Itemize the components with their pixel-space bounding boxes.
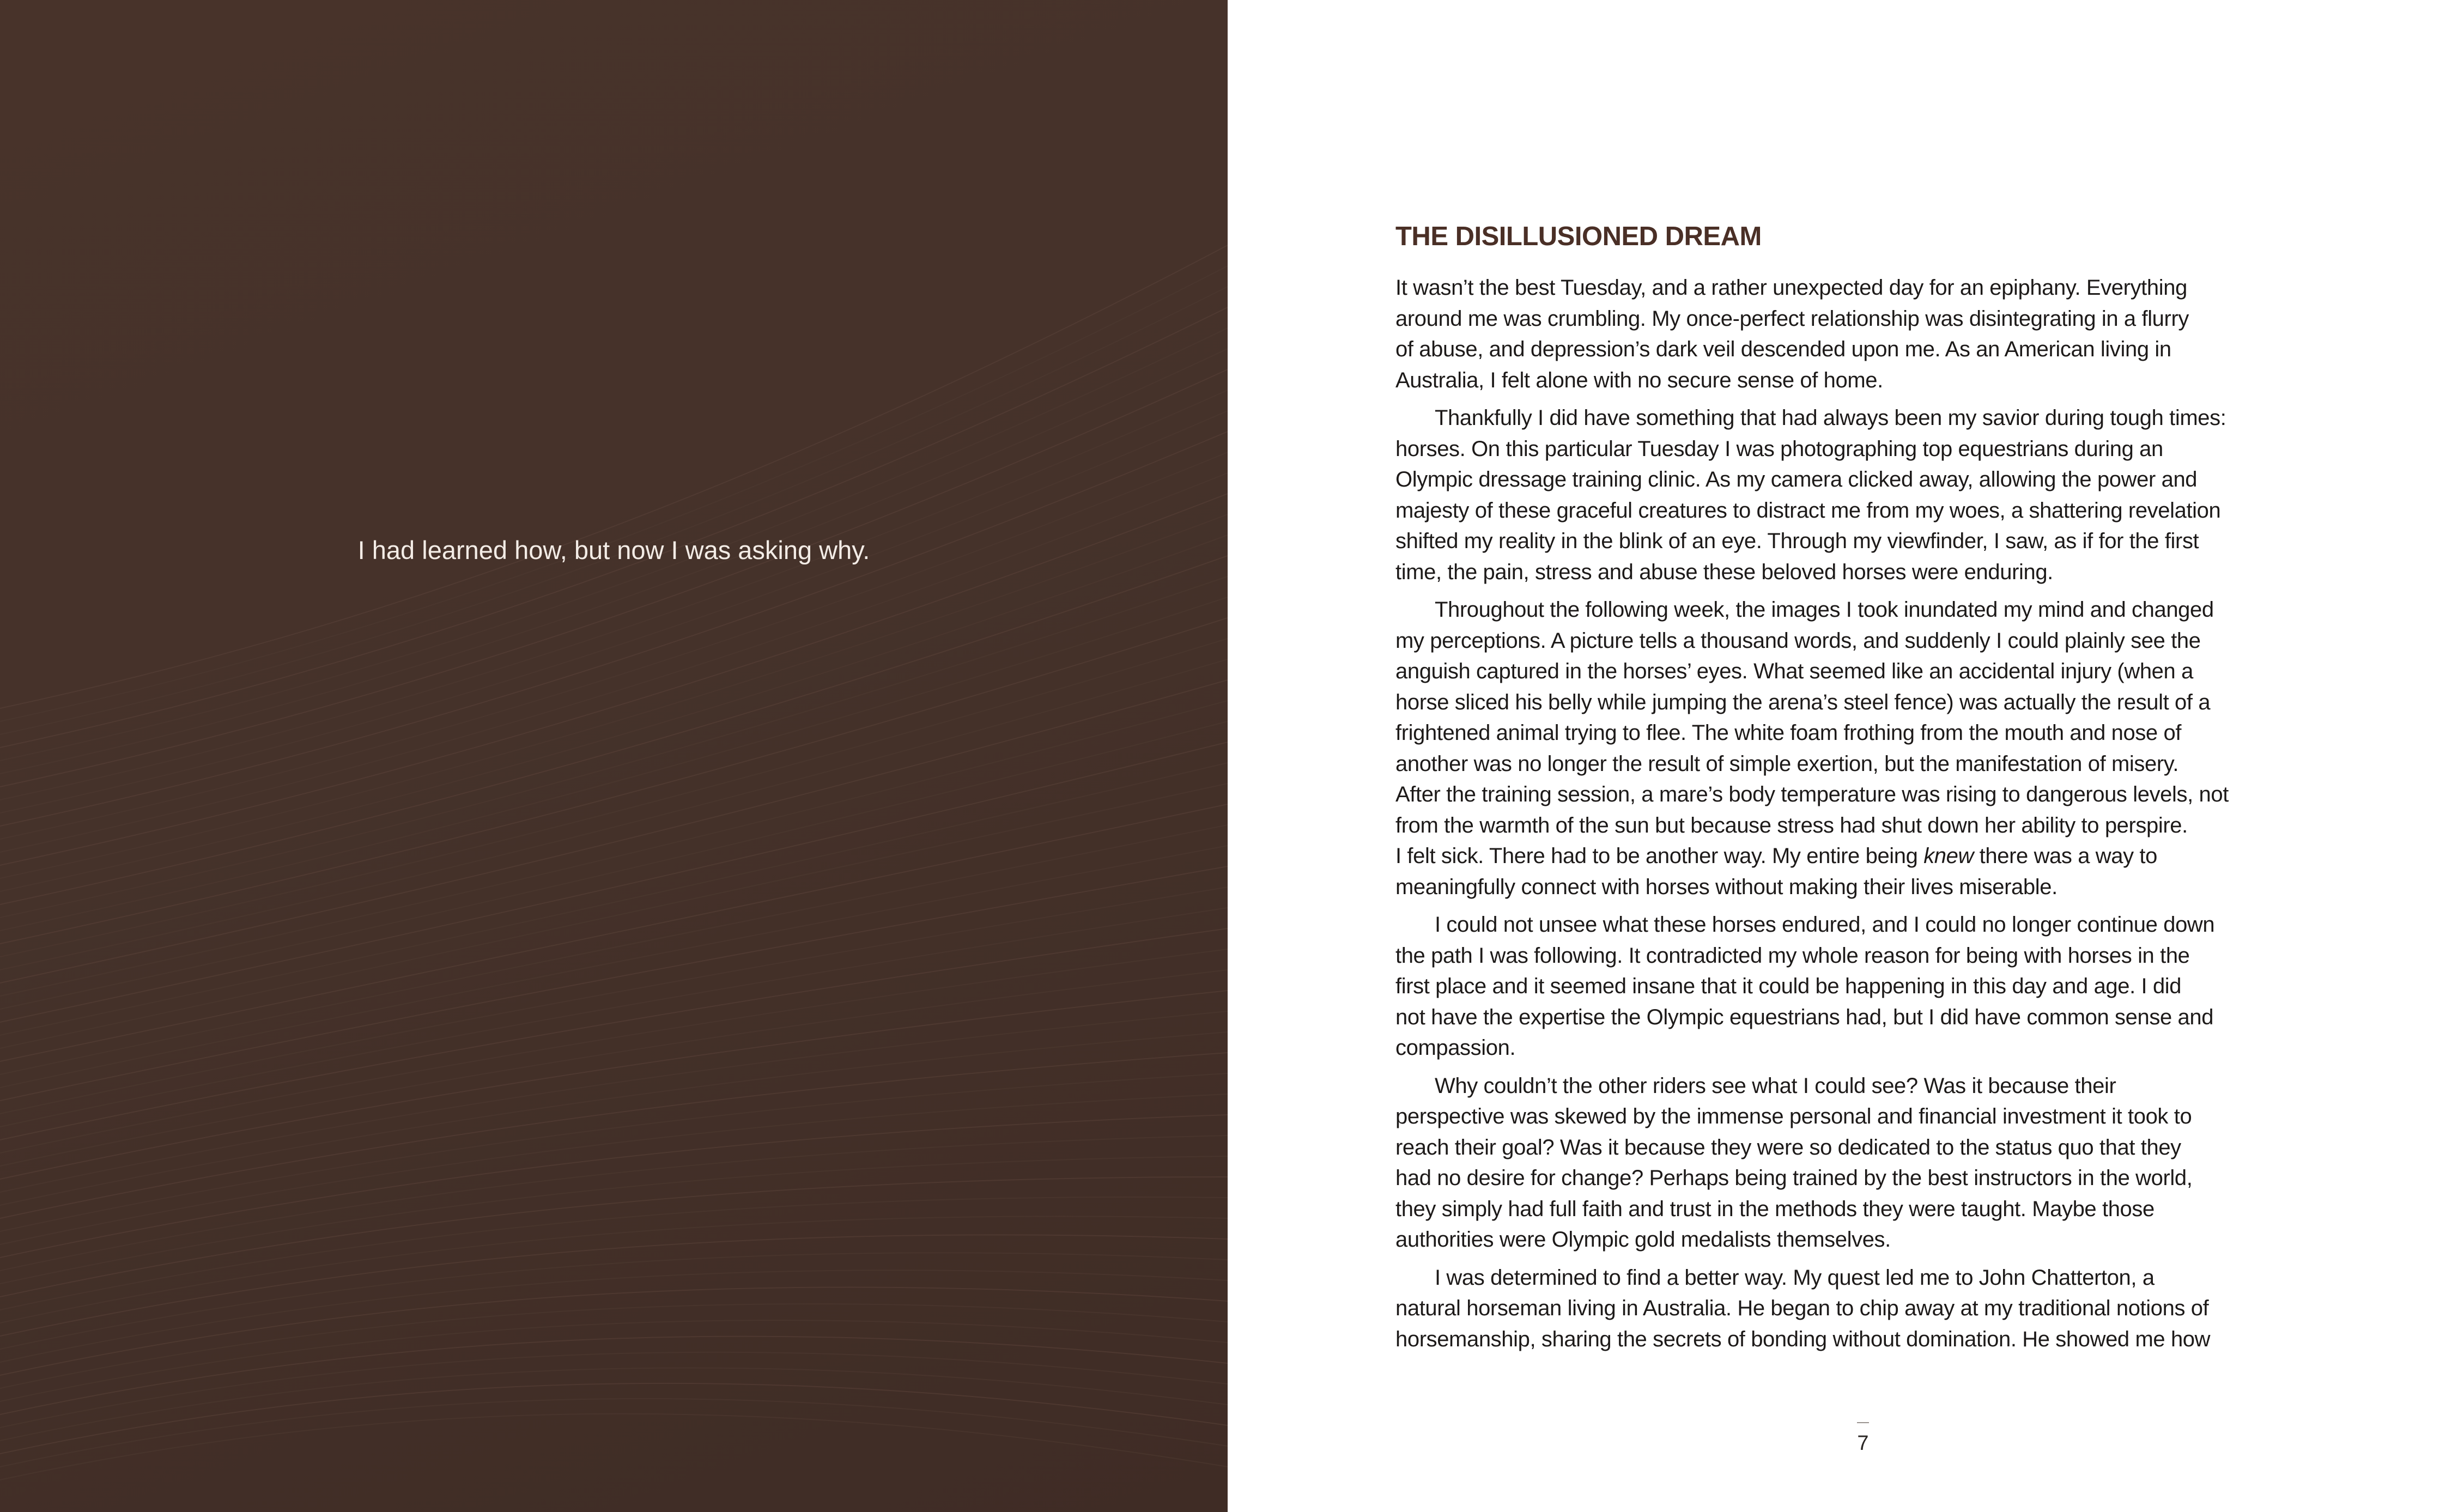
text-line: the path I was following. It contradicted my whole reason for being with horses in the [1395, 943, 2190, 968]
paragraph [1395, 403, 2338, 587]
body-text [1395, 272, 2338, 1362]
texture-line [0, 1235, 1228, 1336]
text-line: compassion. [1395, 1036, 1516, 1060]
texture-line [0, 1094, 1228, 1244]
text-line: Australia, I felt alone with no secure sense of home. [1395, 368, 1883, 392]
texture-line [0, 266, 1228, 721]
left-page-panel [0, 0, 1228, 1512]
text-line [1395, 841, 2338, 872]
text-line: natural horseman living in Australia. He began to chip away at my traditional notions of [1395, 1296, 2209, 1320]
texture-line [0, 576, 1228, 918]
texture-line [0, 991, 1228, 1179]
paragraph [1395, 272, 2338, 396]
emphasis-text: knew [1923, 844, 1974, 868]
texture-line [0, 659, 1228, 970]
texture-line [0, 473, 1228, 852]
texture-line [0, 639, 1228, 957]
page-number: 7 [1857, 1432, 1869, 1455]
texture-line [0, 721, 1228, 1009]
text-segment: I felt sick. There had to be another way. My entire being [1395, 844, 1924, 868]
text-line: horse sliced his belly while jumping the arena’s steel fence) was actually the result of a [1395, 690, 2211, 714]
texture-line [0, 846, 1228, 1088]
text-line: reach their goal? Was it because they were so dedicated to the status quo that they [1395, 1135, 2181, 1159]
text-line: they simply had full faith and trust in the methods they were taught. Maybe those [1395, 1197, 2154, 1221]
texture-line [0, 618, 1228, 944]
text-line: Olympic dressage training clinic. As my camera clicked away, allowing the power and [1395, 467, 2198, 491]
texture-line [0, 1216, 1228, 1323]
text-line: It wasn’t the best Tuesday, and a rather unexpected day for an epiphany. Everything [1395, 276, 2187, 300]
wavy-line-texture [0, 0, 1228, 1512]
text-line: Thankfully I did have something that had always been my savior during tough times: [1435, 406, 2226, 430]
texture-line [0, 452, 1228, 839]
text-line: from the warmth of the sun but because stress had shut down her ability to perspire. [1395, 813, 2188, 837]
texture-line [0, 535, 1228, 891]
texture-line [0, 245, 1228, 708]
paragraph [1395, 594, 2338, 902]
texture-line [0, 1352, 1228, 1428]
text-line: had no desire for change? Perhaps being trained by the best instructors in the world, [1395, 1166, 2193, 1190]
text-line: another was no longer the result of simple exertion, but the manifestation of misery. [1395, 751, 2179, 776]
texture-line [0, 949, 1228, 1153]
text-line: authorities were Olympic gold medalists themselves. [1395, 1228, 1891, 1252]
texture-line [0, 1383, 1228, 1454]
texture-line [0, 1156, 1228, 1284]
text-line: not have the expertise the Olympic equestrians had, but I did have common sense and [1395, 1005, 2214, 1029]
texture-line [0, 1304, 1228, 1388]
paragraph [1395, 1262, 2338, 1355]
texture-line [0, 390, 1228, 800]
text-line: I was determined to find a better way. My quest led me to John Chatterton, a [1435, 1265, 2154, 1290]
text-line: around me was crumbling. My once-perfect relationship was disintegrating in a flurry [1395, 306, 2189, 331]
paragraph [1395, 1071, 2338, 1255]
text-line: anguish captured in the horses’ eyes. What seemed like an accidental injury (when a [1395, 659, 2193, 683]
paragraph [1395, 909, 2338, 1064]
text-line: meaningfully connect with horses without making their lives miserable. [1395, 875, 2058, 899]
texture-line [0, 1320, 1228, 1401]
text-line: perspective was skewed by the immense personal and financial investment it took to [1395, 1104, 2192, 1128]
texture-line [0, 287, 1228, 734]
texture-line [0, 1115, 1228, 1258]
text-line: Why couldn’t the other riders see what I could see? Was it because their [1435, 1073, 2116, 1098]
text-line: majesty of these graceful creatures to distract me from my woes, a shattering revelation [1395, 498, 2221, 523]
text-line: frightened animal trying to flee. The white foam frothing from the mouth and nose of [1395, 721, 2182, 745]
text-line: of abuse, and depression’s dark veil descended upon me. As an American living in [1395, 337, 2171, 361]
texture-line [0, 1053, 1228, 1218]
texture-line [0, 1414, 1228, 1480]
texture-line [0, 887, 1228, 1114]
texture-line [0, 1270, 1228, 1362]
page-number-rule [1857, 1422, 1869, 1423]
text-line: shifted my reality in the blink of an eye. Through my viewfinder, I saw, as if for the first [1395, 529, 2199, 553]
text-line: Throughout the following week, the images I took inundated my mind and changed [1435, 598, 2214, 622]
chapter-title: THE DISILLUSIONED DREAM [1395, 222, 1762, 251]
texture-line [0, 680, 1228, 983]
texture-line [0, 1368, 1228, 1441]
text-line: my perceptions. A picture tells a thousand words, and suddenly I could plainly see the [1395, 628, 2201, 653]
text-line: first place and it seemed insane that it could be happening in this day and age. I did [1395, 974, 2182, 998]
text-line: time, the pain, stress and abuse these beloved horses were enduring. [1395, 560, 2053, 584]
text-line: horsemanship, sharing the secrets of bonding without domination. He showed me how [1395, 1327, 2211, 1351]
texture-line [0, 411, 1228, 813]
text-segment: there was a way to [1973, 844, 2157, 868]
texture-line [0, 928, 1228, 1140]
pull-quote: I had learned how, but now I was asking why. [357, 536, 870, 564]
texture-line [0, 307, 1228, 748]
text-line: After the training session, a mare’s body temperature was rising to dangerous levels, not [1395, 782, 2229, 806]
right-page [1228, 0, 2458, 1512]
texture-line [0, 701, 1228, 996]
text-line: I could not unsee what these horses endured, and I could no longer continue down [1435, 913, 2215, 937]
texture-line [0, 908, 1228, 1127]
texture-line [0, 866, 1228, 1101]
texture-line [0, 825, 1228, 1074]
texture-line [0, 1399, 1228, 1467]
text-line: horses. On this particular Tuesday I was photographing top equestrians during an [1395, 436, 2163, 461]
